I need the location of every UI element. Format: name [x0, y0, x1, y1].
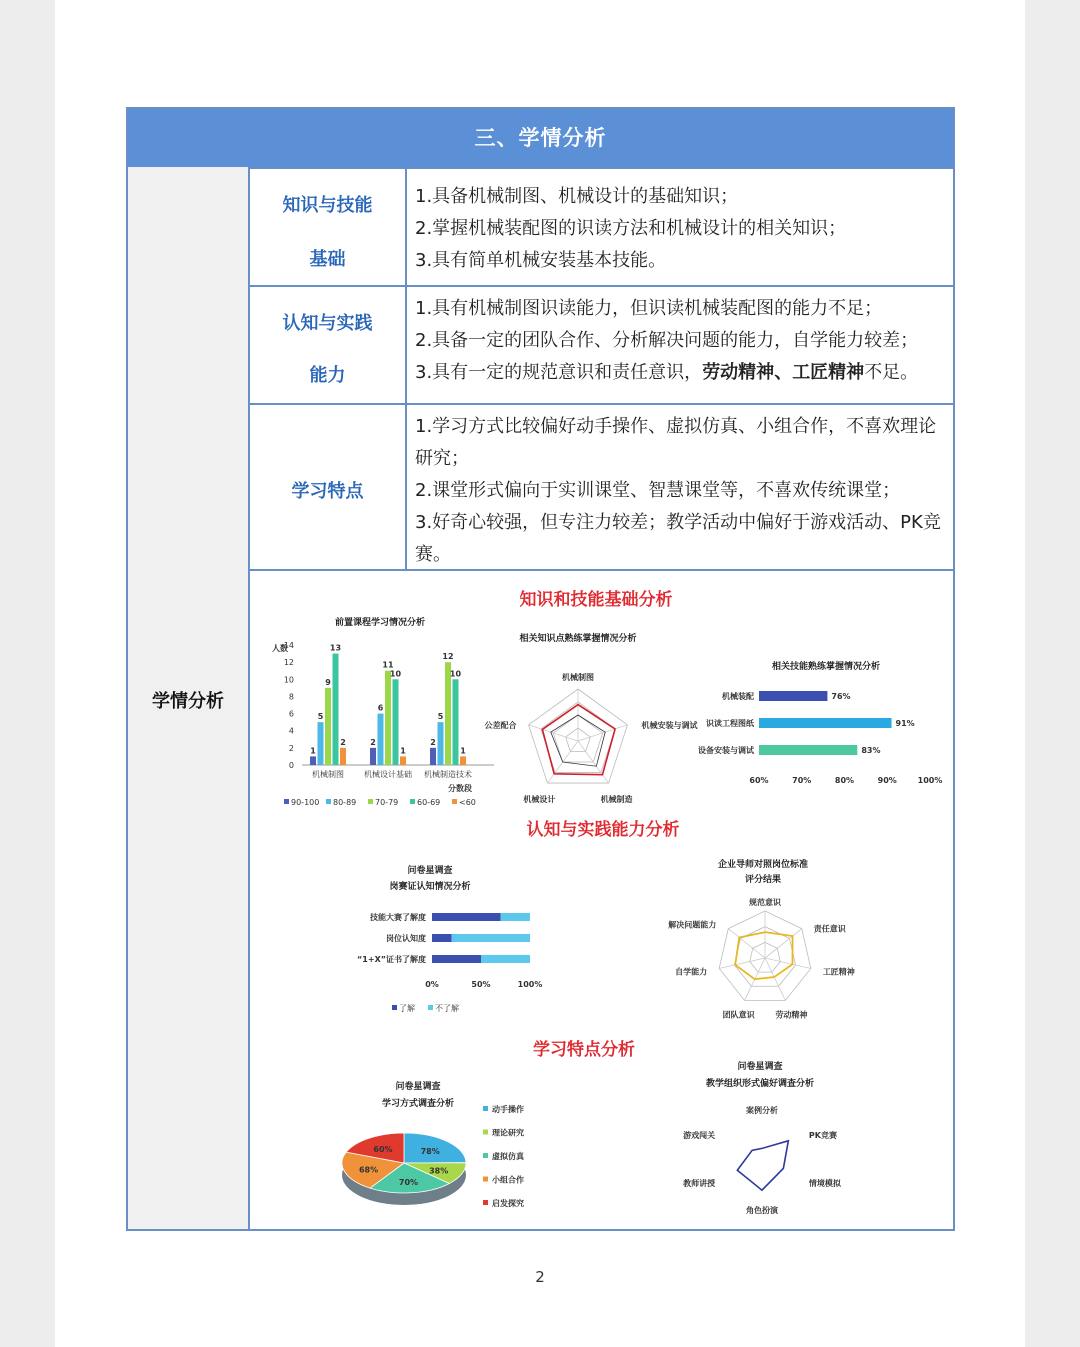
radar-axis-label: 规范意识: [749, 898, 781, 907]
bar-value-label: 76%: [831, 692, 851, 701]
pie-value-label: 70%: [398, 1177, 419, 1187]
bar-value-label: 5: [317, 712, 324, 722]
row-text: 1.具有机械制图识读能力，但识读机械装配图的能力不足； 2.具备一定的团队合作、分析解决问题的能力，自学能力较差； 3.具有一定的规范意识和责任意识，劳动精神、工匠精神不足。: [415, 298, 919, 383]
legend-label: 动手操作: [492, 1105, 524, 1114]
bar-segment: [432, 913, 501, 921]
bar-segment: [432, 934, 452, 942]
y-tick-label: 8: [288, 692, 294, 702]
radar-axis-label: PK竞赛: [808, 1131, 837, 1140]
bar-category-label: 识读工程图纸: [706, 719, 754, 728]
section-title-knowledge: 知识和技能基础分析: [519, 590, 673, 610]
legend-label: 虚拟仿真: [492, 1152, 524, 1161]
chart-title: 问卷星调查: [407, 866, 453, 876]
legend-swatch: [392, 1005, 397, 1010]
pie-value-label: 60%: [373, 1145, 393, 1155]
legend-swatch: [428, 1005, 433, 1010]
row-text: 1.学习方式比较偏好动手操作、虚拟仿真、小组合作，不喜欢理论研究； 2.课堂形式偏向于实训课堂、智慧课堂等，不喜欢传统课堂； 3.好奇心较强，但专注力较差；教学活动中偏好于游戏活动、PK竞赛。: [415, 416, 941, 565]
teaching-form-radar-chart: [682, 1060, 842, 1215]
legend-swatch: [483, 1106, 488, 1111]
left-column: [128, 167, 250, 1229]
radar-axis-label: 角色扮演: [746, 1206, 778, 1215]
row-label: 学习特点: [250, 405, 407, 571]
bar-category-label: “1+X”证书了解度: [357, 955, 426, 964]
bar-value-label: 83%: [861, 746, 881, 755]
legend-swatch: [452, 799, 457, 804]
legend-label: <60: [459, 798, 476, 807]
pie-value-label: 68%: [358, 1165, 379, 1175]
learning-mode-pie-chart: [342, 1080, 525, 1208]
legend-label: 70-79: [375, 798, 399, 807]
y-tick-label: 6: [288, 709, 294, 719]
bar: [370, 748, 376, 765]
legend-swatch: [284, 799, 289, 804]
x-tick-label: 70%: [792, 776, 812, 785]
bar: [759, 745, 857, 755]
radar-axis-label: 自学能力: [675, 967, 708, 977]
bar-value-label: 1: [400, 746, 406, 756]
legend-label: 启发探究: [492, 1199, 524, 1208]
x-tick-label: 80%: [834, 776, 855, 785]
bar-value-label: 5: [437, 712, 444, 722]
bar-value-label: 11: [382, 660, 394, 670]
legend-label: 了解: [399, 1004, 415, 1013]
radar-spoke: [765, 958, 785, 1000]
chart-title: 问卷星调查: [395, 1082, 441, 1092]
bar: [318, 722, 324, 765]
radar-axis-label: 机械制图: [562, 673, 594, 682]
y-axis-label: 人数: [272, 644, 288, 653]
bar: [460, 756, 466, 765]
bar: [759, 718, 892, 728]
legend-label: 小组合作: [492, 1175, 524, 1185]
x-tick-label: 60%: [749, 776, 769, 785]
bar-value-label: 1: [460, 746, 466, 756]
x-tick-label: 100%: [917, 776, 943, 785]
table-header: 三、学情分析: [128, 109, 953, 167]
bar-value-label: 91%: [895, 719, 915, 728]
row-cognition: [250, 285, 953, 405]
legend-swatch: [483, 1177, 488, 1182]
x-tick-label: 100%: [517, 980, 543, 989]
x-tick-label: 90%: [877, 776, 897, 785]
y-tick-label: 4: [288, 726, 294, 736]
bar: [453, 679, 459, 765]
bar-value-label: 9: [325, 677, 331, 687]
radar-axis-label: 团队意识: [722, 1010, 755, 1020]
row-text: 1.具备机械制图、机械设计的基础知识； 2.掌握机械装配图的识读方法和机械设计的相关知识； 3.具有简单机械安装基本技能。: [415, 186, 847, 271]
bar: [393, 679, 399, 765]
bar-segment: [432, 955, 481, 963]
radar-axis-label: 情境模拟: [808, 1179, 841, 1188]
legend-label: 理论研究: [492, 1128, 524, 1138]
analysis-charts: [250, 569, 953, 1231]
bar-value-label: 13: [329, 643, 342, 653]
bar: [759, 691, 827, 701]
bar: [385, 671, 391, 765]
chart-title: 相关知识点熟练掌握情况分析: [519, 634, 637, 644]
radar-spoke: [719, 958, 765, 968]
legend-swatch: [483, 1200, 488, 1205]
radar-axis-label: 责任意识: [813, 924, 846, 934]
row-knowledge: [250, 167, 953, 287]
radar-axis-label: 机械制造: [600, 795, 633, 805]
chart-title: 前置课程学习情况分析: [334, 618, 426, 628]
radar-axis-label: 机械安装与调试: [641, 720, 698, 730]
bar: [333, 654, 339, 765]
radar-axis-label: 机械设计: [523, 795, 556, 805]
chart-title: 教学组织形式偏好调查分析: [705, 1079, 815, 1089]
chart-title: 评分结果: [744, 875, 782, 885]
legend-swatch: [483, 1153, 488, 1158]
bar-value-label: 10: [449, 669, 462, 679]
bar: [325, 688, 331, 765]
knowledge-radar-chart: [484, 632, 699, 804]
chart-title: 学习方式调查分析: [381, 1099, 455, 1109]
y-tick-label: 12: [283, 658, 294, 668]
bar: [438, 722, 444, 765]
charts-canvas: [250, 571, 953, 1231]
x-tick-label: 机械设计基础: [364, 770, 412, 779]
bar-category-label: 设备安装与调试: [698, 746, 754, 755]
radar-axis-label: 公差配合: [484, 720, 517, 730]
bar-value-label: 6: [377, 703, 384, 713]
bar-value-label: 2: [430, 737, 436, 747]
bar-category-label: 机械装配: [722, 692, 754, 701]
bar-segment: [501, 913, 530, 921]
y-tick-label: 14: [283, 641, 294, 650]
legend-label: 不了解: [435, 1004, 459, 1013]
left-label: 学情分析: [152, 691, 224, 712]
x-tick-label: 50%: [471, 980, 491, 989]
radar-axis-label: 游戏闯关: [683, 1131, 716, 1140]
prior-course-bar-chart: [272, 616, 494, 807]
legend-label: 80-89: [333, 798, 357, 807]
learning-analysis-table: [126, 107, 955, 1231]
chart-title: 岗赛证认知情况分析: [389, 882, 471, 892]
radar-axis-label: 解决问题能力: [668, 920, 717, 930]
legend-label: 90-100: [291, 798, 320, 807]
skill-bar-chart: [698, 660, 942, 785]
legend-swatch: [326, 799, 331, 804]
row-learning-traits: [250, 403, 953, 571]
chart-title: 相关技能熟练掌握情况分析: [771, 662, 881, 672]
cert-awareness-chart: [357, 864, 542, 1013]
legend-swatch: [410, 799, 415, 804]
bar-value-label: 10: [389, 669, 402, 679]
section-title-learning: 学习特点分析: [533, 1040, 635, 1060]
bar-value-label: 1: [310, 746, 316, 756]
bar: [310, 756, 316, 765]
bar-segment: [452, 934, 530, 942]
bar-value-label: 12: [442, 652, 454, 662]
y-tick-label: 10: [283, 675, 294, 685]
bar-value-label: 2: [340, 737, 346, 747]
chart-title: 问卷星调查: [737, 1062, 783, 1072]
legend-swatch: [483, 1130, 488, 1135]
page-number: 2: [535, 1268, 545, 1286]
row-label: 认知与实践 能力: [250, 287, 407, 405]
y-tick-label: 0: [288, 761, 294, 770]
radar-axis-label: 教师讲授: [683, 1179, 716, 1188]
radar-series: [737, 1141, 788, 1190]
bar: [430, 748, 436, 765]
radar-axis-label: 劳动精神: [775, 1010, 808, 1020]
bar-segment: [481, 955, 530, 963]
legend-swatch: [368, 799, 373, 804]
row-label: 知识与技能 基础: [250, 169, 407, 287]
x-axis-label: 分数段: [448, 784, 472, 793]
mentor-radar-chart: [668, 858, 855, 1019]
pie-value-label: 38%: [429, 1166, 449, 1176]
bar: [400, 756, 406, 765]
chart-title: 企业导师对照岗位标准: [717, 860, 809, 870]
x-tick-label: 机械制图: [312, 770, 344, 779]
legend-label: 60-69: [417, 798, 441, 807]
radar-axis-label: 案例分析: [746, 1106, 778, 1115]
pie-value-label: 78%: [420, 1147, 440, 1157]
bar-category-label: 岗位认知度: [386, 934, 426, 943]
y-tick-label: 2: [288, 743, 294, 753]
x-tick-label: 机械制造技术: [424, 770, 472, 779]
bar-category-label: 技能大赛了解度: [370, 913, 426, 922]
bar: [378, 714, 384, 765]
x-tick-label: 0%: [425, 980, 439, 989]
bar-value-label: 2: [370, 737, 376, 747]
bar: [340, 748, 346, 765]
radar-axis-label: 工匠精神: [822, 967, 855, 977]
section-title-cognition: 认知与实践能力分析: [526, 820, 680, 840]
